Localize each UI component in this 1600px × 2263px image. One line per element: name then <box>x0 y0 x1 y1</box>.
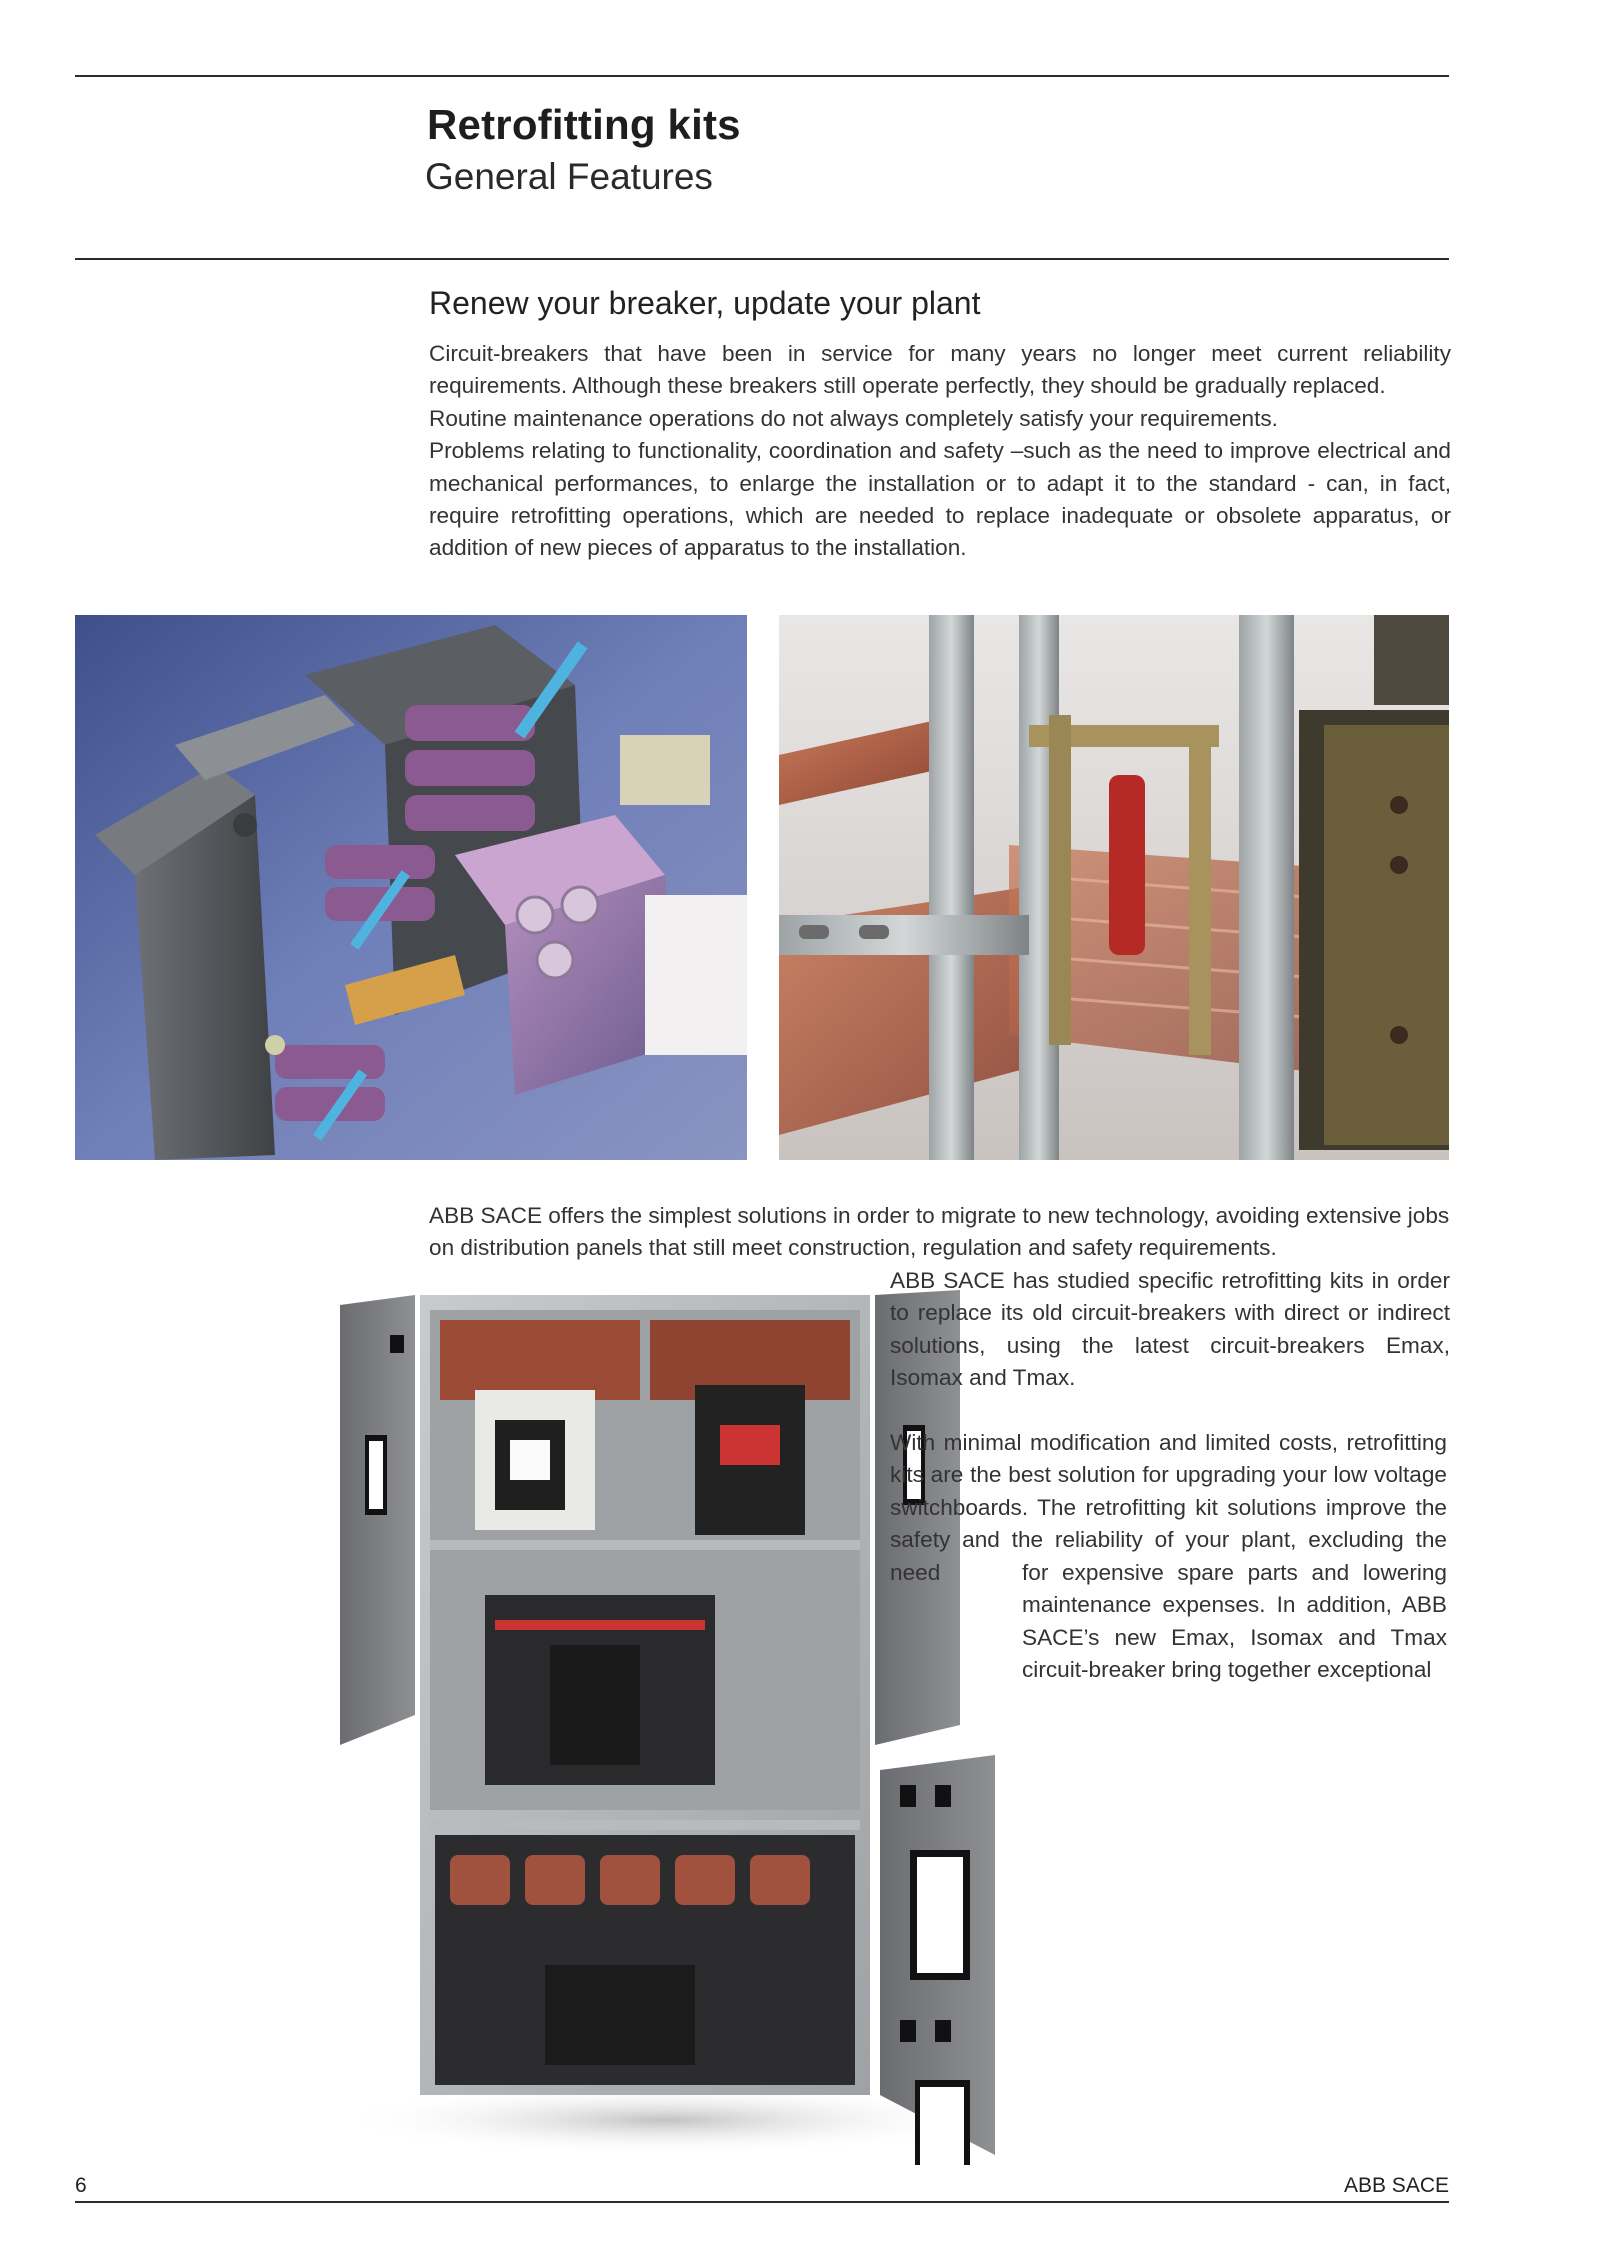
intro-paragraph: Routine maintenance operations do not always completely satisfy your requirements. <box>429 405 1278 431</box>
intro-paragraph: Circuit-breakers that have been in service for many years no longer meet current reliability requirements. Although these breakers still operate perfectly, they should be gradually replaced. <box>429 341 1451 399</box>
continued-paragraph: for expensive spare parts and lowering maintenance expenses. In addition, ABB SACE’s new Emax, Isomax and Tmax circuit-breaker bring together exceptional <box>1022 1560 1447 1683</box>
kits-paragraph: ABB SACE has studied specific retrofitting kits in order to replace its old circuit-breakers with direct or indirect solutions, using the latest circuit-breakers Emax, Isomax and Tmax. <box>890 1268 1450 1391</box>
page-subtitle: General Features <box>425 156 713 197</box>
intro-text <box>429 338 1451 565</box>
switchboard-cabinet-photo <box>335 1275 1005 2165</box>
section-heading: Renew your breaker, update your plant <box>429 285 981 321</box>
switchboard-busbar-photo <box>779 615 1449 1160</box>
retrofit-kit-render-image <box>75 615 747 1160</box>
intro-paragraph: Problems relating to functionality, coordination and safety –such as the need to improve electrical and mechanical performances, to enlarge the installation or to adapt it to the standard - can, in fact, require retrofitting operations, which are needed to replace inadequate or obsolete apparatus, or addition of new pieces of apparatus to the installation. <box>429 438 1451 561</box>
top-rule <box>75 75 1449 77</box>
footer-rule <box>75 2201 1449 2203</box>
minimal-modification-paragraph: With minimal modification and limited costs, retrofitting kits are the best solution for upgrading your low voltage switchboards. The retrofitting kit solutions improve the safety and the reliability of your plant, excluding the need <box>890 1430 1447 1585</box>
header-rule <box>75 258 1449 260</box>
page-number: 6 <box>75 2174 87 2197</box>
offer-paragraph: ABB SACE offers the simplest solutions in order to migrate to new technology, avoiding extensive jobs on distribution panels that still meet construction, regulation and safety requirements. <box>429 1203 1450 1261</box>
company-name: ABB SACE <box>1343 2174 1449 2197</box>
page-title: Retrofitting kits <box>427 101 741 148</box>
